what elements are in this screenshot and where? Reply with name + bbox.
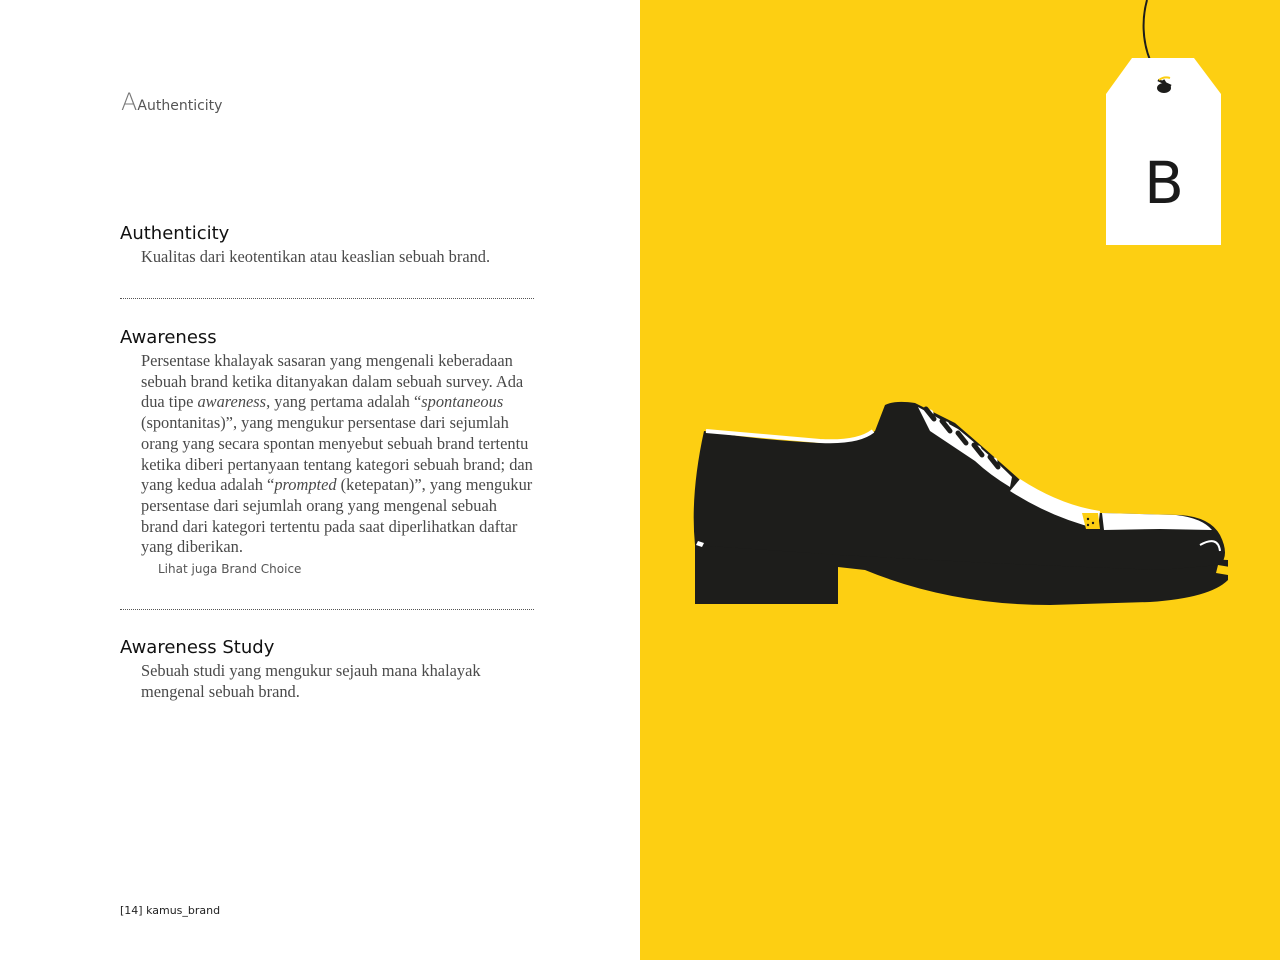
definition-emphasis: awareness: [197, 392, 267, 412]
shoe-icon: [690, 395, 1235, 610]
section-header: [121, 88, 222, 116]
divider: [120, 609, 534, 610]
see-also-link[interactable]: Lihat juga Brand Choice: [158, 562, 302, 577]
tag-letter: B: [1144, 149, 1184, 217]
entry-term: Awareness: [120, 327, 217, 348]
entry-term: Awareness Study: [120, 637, 275, 658]
entry-awareness-study: [120, 637, 534, 702]
section-title: Authenticity: [137, 98, 223, 114]
entry-term: Authenticity: [120, 223, 230, 244]
entry-definition: Sebuah studi yang mengukur sejauh mana khalayak mengenal sebuah brand.: [141, 661, 481, 701]
definition-text: , yang pertama adalah “: [266, 392, 422, 412]
entry-authenticity: [120, 223, 534, 268]
section-letter: A: [121, 88, 138, 116]
definition-text: (ketepatan)”, yang mengukur persentase dari sejumlah orang yang mengenal sebuah brand dari kategori tertentu pada saat diperlihatkan daftar yang diberikan.: [141, 475, 533, 557]
page-footer: [14] kamus_brand: [120, 904, 221, 917]
definition-emphasis: prompted: [274, 475, 337, 495]
definition-emphasis: spontaneous: [421, 392, 504, 412]
entry-definition: [141, 349, 534, 558]
divider: [120, 298, 534, 299]
definition-text: (spontanitas)”, yang mengukur persentase dari sejumlah orang yang secara spontan menyebut sebuah brand tertentu ketika diberi pertanyaan tentang kategori sebuah brand; dan yang kedua adalah “: [141, 413, 533, 495]
entry-awareness: [120, 327, 534, 576]
entry-definition: Kualitas dari keotentikan atau keaslian sebuah brand.: [141, 247, 491, 266]
definition-text: Persentase khalayak sasaran yang mengenali keberadaan sebuah brand ketika ditanyakan dalam sebuah survey. Ada dua tipe: [141, 351, 524, 412]
